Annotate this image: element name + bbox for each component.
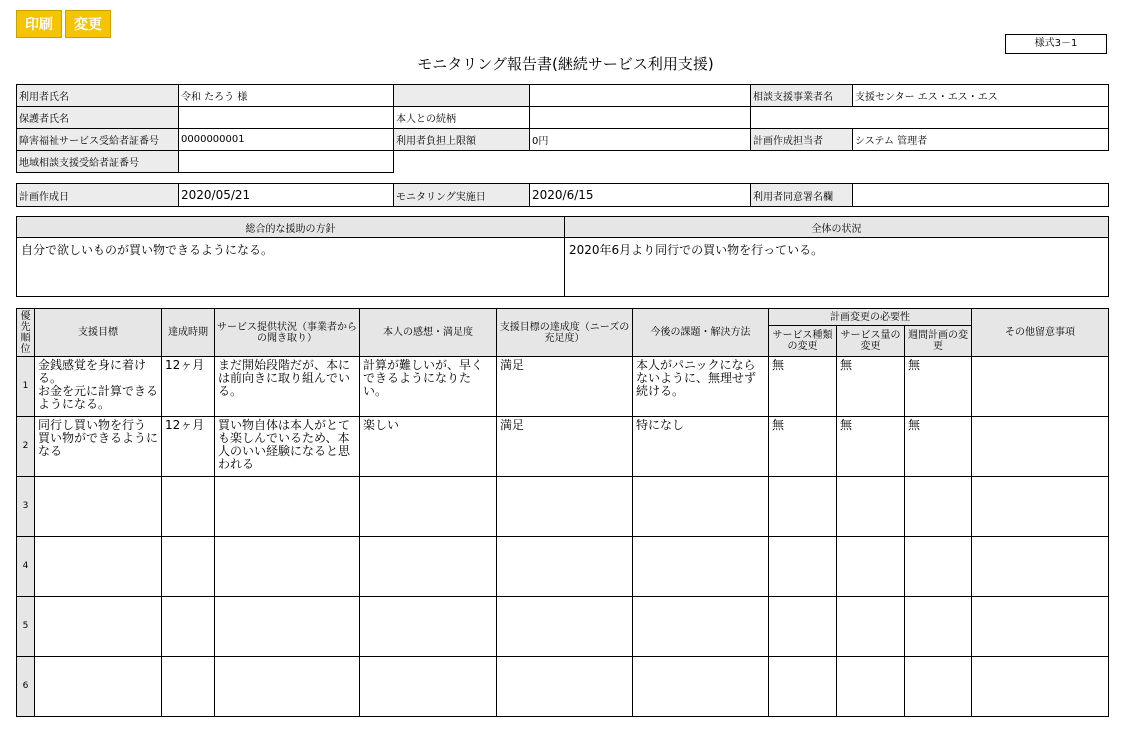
cell-other	[972, 357, 1109, 417]
cell-service-status	[215, 657, 360, 717]
cell-other	[972, 417, 1109, 477]
cell-service-status	[215, 597, 360, 657]
cell-achievement: 満足	[497, 357, 633, 417]
cell-weekly: 無	[905, 417, 972, 477]
cell-goal: 同行し買い物を行う 買い物ができるようになる	[35, 417, 162, 477]
cell-period	[162, 537, 215, 597]
monitoring-table	[16, 308, 1109, 717]
cell-other	[972, 477, 1109, 537]
cell-weekly	[905, 477, 972, 537]
cell-svc-type: 無	[769, 357, 837, 417]
blank-label	[394, 85, 530, 107]
cell-issues: 本人がパニックにならないように、無理せず続ける。	[633, 357, 769, 417]
cell-goal	[35, 477, 162, 537]
cell-impression	[360, 477, 497, 537]
cell-svc-type	[769, 657, 837, 717]
cell-svc-amount: 無	[837, 357, 905, 417]
overall-status-text: 2020年6月より同行での買い物を行っている。	[565, 238, 1109, 297]
cell-service-status: まだ開始段階だが、本には前向きに取り組んでいる。	[215, 357, 360, 417]
page-title: モニタリング報告書(継続サービス利用支援)	[417, 55, 714, 73]
cell-svc-amount	[837, 597, 905, 657]
row-priority-number: 5	[17, 597, 35, 657]
table-row	[17, 477, 1109, 537]
plan-date-value: 2020/05/21	[179, 184, 394, 207]
cell-other	[972, 537, 1109, 597]
cell-weekly	[905, 597, 972, 657]
cell-period	[162, 597, 215, 657]
table-row	[17, 417, 1109, 477]
cell-achievement	[497, 657, 633, 717]
cell-issues	[633, 537, 769, 597]
row-priority-number: 3	[17, 477, 35, 537]
user-info-table	[16, 84, 1109, 173]
cell-goal	[35, 597, 162, 657]
user-name-label: 利用者氏名	[17, 85, 179, 107]
empty-space	[394, 151, 1109, 173]
overall-policy-text: 自分で欲しいものが買い物できるようになる。	[17, 238, 565, 297]
burden-label: 利用者負担上限額	[394, 129, 530, 151]
cell-weekly	[905, 657, 972, 717]
cell-weekly: 無	[905, 357, 972, 417]
header-other: その他留意事項	[972, 309, 1109, 357]
row-priority-number: 6	[17, 657, 35, 717]
cell-svc-amount	[837, 657, 905, 717]
relation-label: 本人との続柄	[394, 107, 530, 129]
guardian-label: 保護者氏名	[17, 107, 179, 129]
blank-cell	[751, 107, 1109, 129]
consent-label: 利用者同意署名欄	[751, 184, 853, 207]
guardian-value	[179, 107, 394, 129]
header-impression: 本人の感想・満足度	[360, 309, 497, 357]
row-priority-number: 2	[17, 417, 35, 477]
cell-issues	[633, 657, 769, 717]
header-service-amount-change: サービス量の変更	[837, 326, 905, 357]
header-achievement: 支援目標の達成度（ニーズの充足度）	[497, 309, 633, 357]
cell-svc-amount	[837, 537, 905, 597]
dates-table	[16, 183, 1109, 207]
regional-no-label: 地域相談支援受給者証番号	[17, 151, 179, 173]
cell-achievement	[497, 597, 633, 657]
header-plan-change: 計画変更の必要性	[769, 309, 972, 326]
consult-office-label: 相談支援事業者名	[751, 85, 853, 107]
relation-value	[530, 107, 751, 129]
cert-no-label: 障害福祉サービス受給者証番号	[17, 129, 179, 151]
header-priority: 優先順位	[17, 309, 35, 357]
overall-status-header: 全体の状況	[565, 217, 1109, 238]
user-name-value: 令和 たろう 様	[179, 85, 394, 107]
cell-impression	[360, 657, 497, 717]
cell-svc-amount	[837, 477, 905, 537]
header-period: 達成時期	[162, 309, 215, 357]
cell-svc-amount: 無	[837, 417, 905, 477]
table-row	[17, 357, 1109, 417]
cert-no-value: 0000000001	[179, 129, 394, 151]
cell-achievement: 満足	[497, 417, 633, 477]
header-goal: 支援目標	[35, 309, 162, 357]
monitor-date-label: モニタリング実施日	[394, 184, 530, 207]
cell-service-status	[215, 537, 360, 597]
row-priority-number: 4	[17, 537, 35, 597]
cell-goal	[35, 537, 162, 597]
header-service-type-change: サービス種類の変更	[769, 326, 837, 357]
header-weekly-plan-change: 週間計画の変更	[905, 326, 972, 357]
header-service-status: サービス提供状況（事業者からの聞き取り）	[215, 309, 360, 357]
form-number: 様式3－1	[1005, 34, 1107, 54]
header-issues: 今後の課題・解決方法	[633, 309, 769, 357]
cell-goal	[35, 657, 162, 717]
cell-impression: 計算が難しいが、早くできるようになりたい。	[360, 357, 497, 417]
monitor-date-value: 2020/6/15	[530, 184, 751, 207]
burden-value: 0円	[530, 129, 751, 151]
cell-service-status: 買い物自体は本人がとても楽しんでいるため、本人のいい経験になると思われる	[215, 417, 360, 477]
cell-issues	[633, 477, 769, 537]
cell-impression: 楽しい	[360, 417, 497, 477]
cell-period: 12ヶ月	[162, 417, 215, 477]
cell-issues	[633, 597, 769, 657]
table-row	[17, 537, 1109, 597]
regional-no-value	[179, 151, 394, 173]
cell-period: 12ヶ月	[162, 357, 215, 417]
cell-service-status	[215, 477, 360, 537]
planner-label: 計画作成担当者	[751, 129, 853, 151]
cell-period	[162, 657, 215, 717]
cell-issues: 特になし	[633, 417, 769, 477]
consult-office-value: 支援センター エス・エス・エス	[853, 85, 1109, 107]
cell-achievement	[497, 537, 633, 597]
cell-impression	[360, 537, 497, 597]
cell-svc-type	[769, 597, 837, 657]
cell-goal: 金銭感覚を身に着ける。 お金を元に計算できるようになる。	[35, 357, 162, 417]
policy-table	[16, 216, 1109, 297]
cell-other	[972, 597, 1109, 657]
row-priority-number: 1	[17, 357, 35, 417]
edit-button[interactable]: 変更	[65, 10, 111, 38]
plan-date-label: 計画作成日	[17, 184, 179, 207]
consent-value	[853, 184, 1109, 207]
table-row	[17, 597, 1109, 657]
cell-svc-type	[769, 537, 837, 597]
table-row	[17, 657, 1109, 717]
planner-value: システム 管理者	[853, 129, 1109, 151]
cell-impression	[360, 597, 497, 657]
cell-period	[162, 477, 215, 537]
overall-policy-header: 総合的な援助の方針	[17, 217, 565, 238]
cell-svc-type: 無	[769, 417, 837, 477]
cell-achievement	[497, 477, 633, 537]
print-button[interactable]: 印刷	[16, 10, 62, 38]
cell-svc-type	[769, 477, 837, 537]
cell-weekly	[905, 537, 972, 597]
cell-other	[972, 657, 1109, 717]
blank-value	[530, 85, 751, 107]
